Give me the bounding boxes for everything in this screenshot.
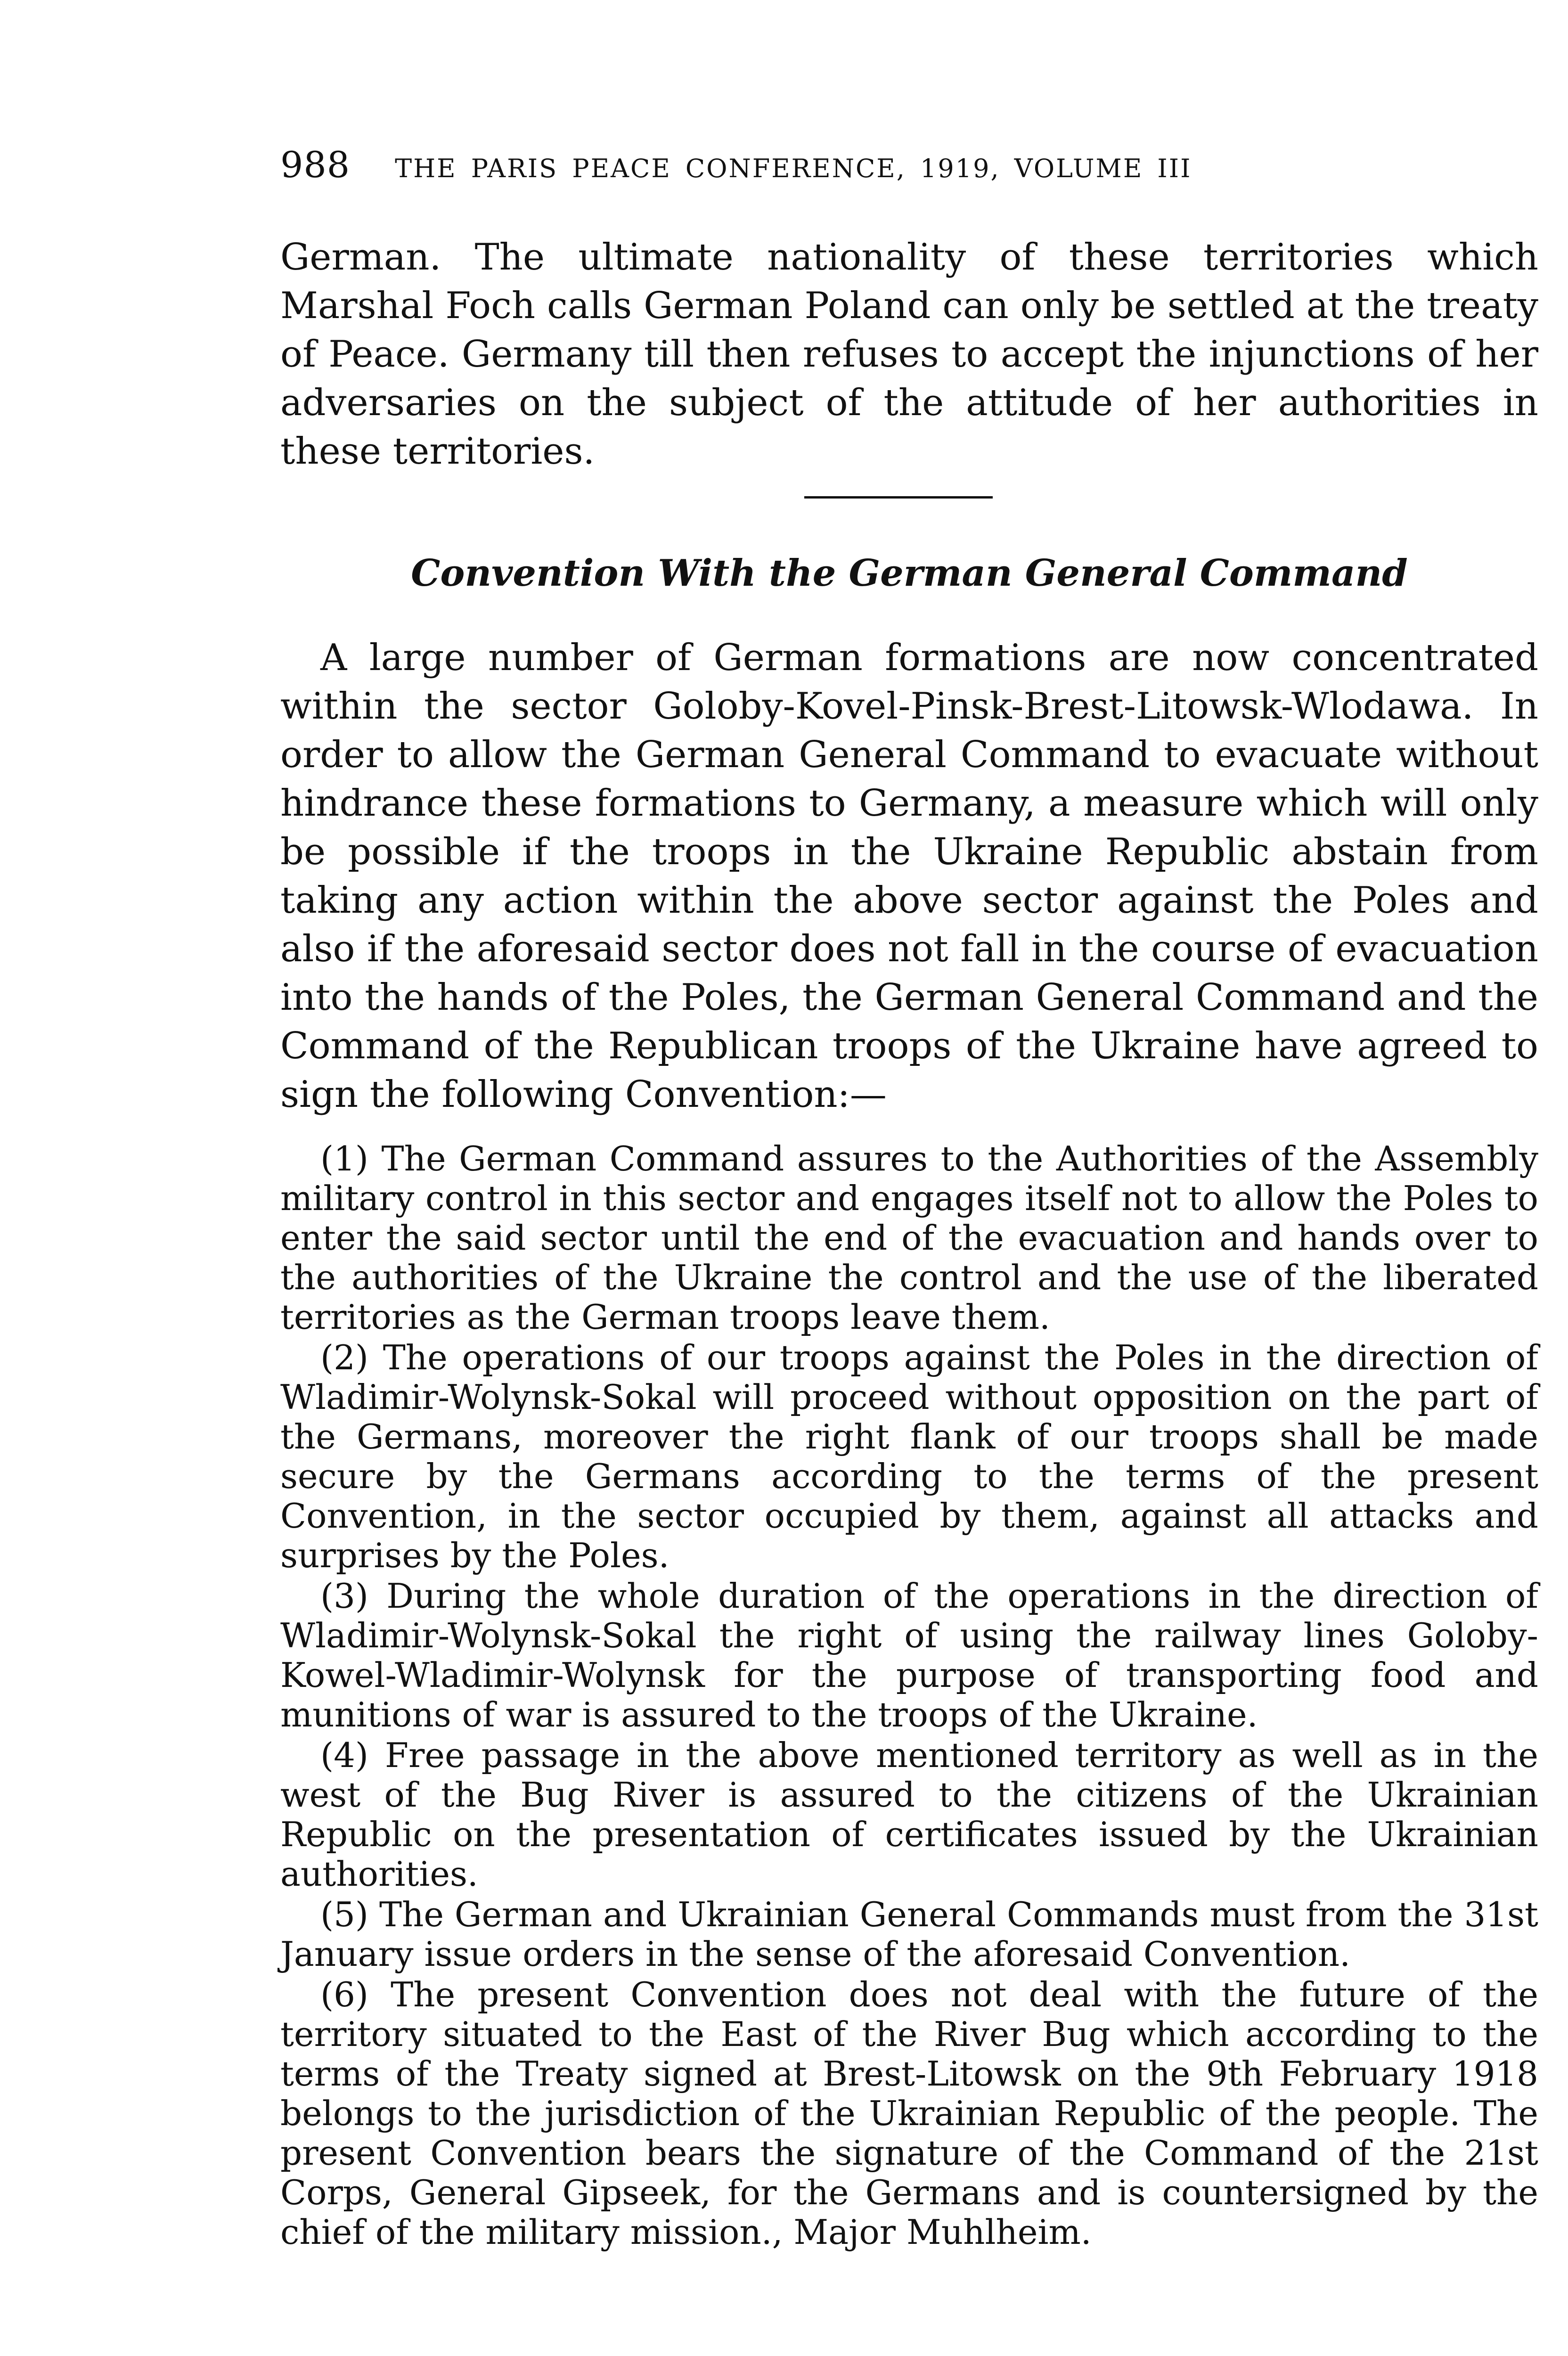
clause-4: (4) Free passage in the above mentioned territory as well as in the west of the Bug River is assured to the citizens of the Ukrainian Republic on the presentation of certificates issued by the Ukrainian authorities. [280, 1735, 1538, 1894]
clause-2: (2) The operations of our troops against the Poles in the direction of Wladimir-Wolynsk-Sokal will proceed without opposition on the part of the Germans, moreover the right flank of our troops shall be made secure by the Germans according to the terms of the present Convention, in the sector occupied by them, against all attacks and surprises by the Poles. [280, 1338, 1538, 1575]
page-header [280, 144, 1538, 186]
running-head: THE PARIS PEACE CONFERENCE, 1919, VOLUME III [395, 154, 1192, 183]
page-number: 988 [280, 144, 351, 186]
clause-5: (5) The German and Ukrainian General Commands must from the 31st January issue orders in the sense of the aforesaid Convention. [280, 1895, 1538, 1974]
section-divider [804, 496, 993, 499]
intro-paragraph: German. The ultimate nationality of these territories which Marshal Foch calls German Poland can only be settled at the treaty of Peace. Germany till then refuses to accept the injunctions of her adversaries on the subject of the attitude of her authorities in these territories. [280, 236, 1538, 473]
clause-1: (1) The German Command assures to the Authorities of the Assembly military control in this sector and engages itself not to allow the Poles to enter the said sector until the end of the evacuation and hands over to the authorities of the Ukraine the control and the use of the liberated territories as the German troops leave them. [280, 1139, 1538, 1337]
clause-3: (3) During the whole duration of the operations in the direction of Wladimir-Wolynsk-Sokal the right of using the railway lines Goloby-Kowel-Wladimir-Wolynsk for the purpose of transporting food and munitions of war is assured to the troops of the Ukraine. [280, 1576, 1538, 1734]
main-paragraph: A large number of German formations are now concentrated within the sector Goloby-Kovel-Pinsk-Brest-Litowsk-Wlodawa. In order to allow the German General Command to evacuate without hindrance these formations to Germany, a measure which will only be possible if the troops in the Ukraine Republic abstain from taking any action within the above sector against the Poles and also if the aforesaid sector does not fall in the course of evacuation into the hands of the Poles, the German General Command and the Command of the Republican troops of the Ukraine have agreed to sign the following Convention:— [280, 637, 1538, 1116]
clause-6: (6) The present Convention does not deal with the future of the territory situated to the East of the River Bug which according to the terms of the Treaty signed at Brest-Litowsk on the 9th February 1918 belongs to the jurisdiction of the Ukrainian Republic of the people. The present Convention bears the signature of the Command of the 21st Corps, General Gipseek, for the Germans and is countersigned by the chief of the military mission., Major Muhlheim. [280, 1975, 1538, 2252]
section-title: Convention With the German General Command [411, 552, 1408, 595]
convention-clauses [280, 1139, 1538, 2253]
